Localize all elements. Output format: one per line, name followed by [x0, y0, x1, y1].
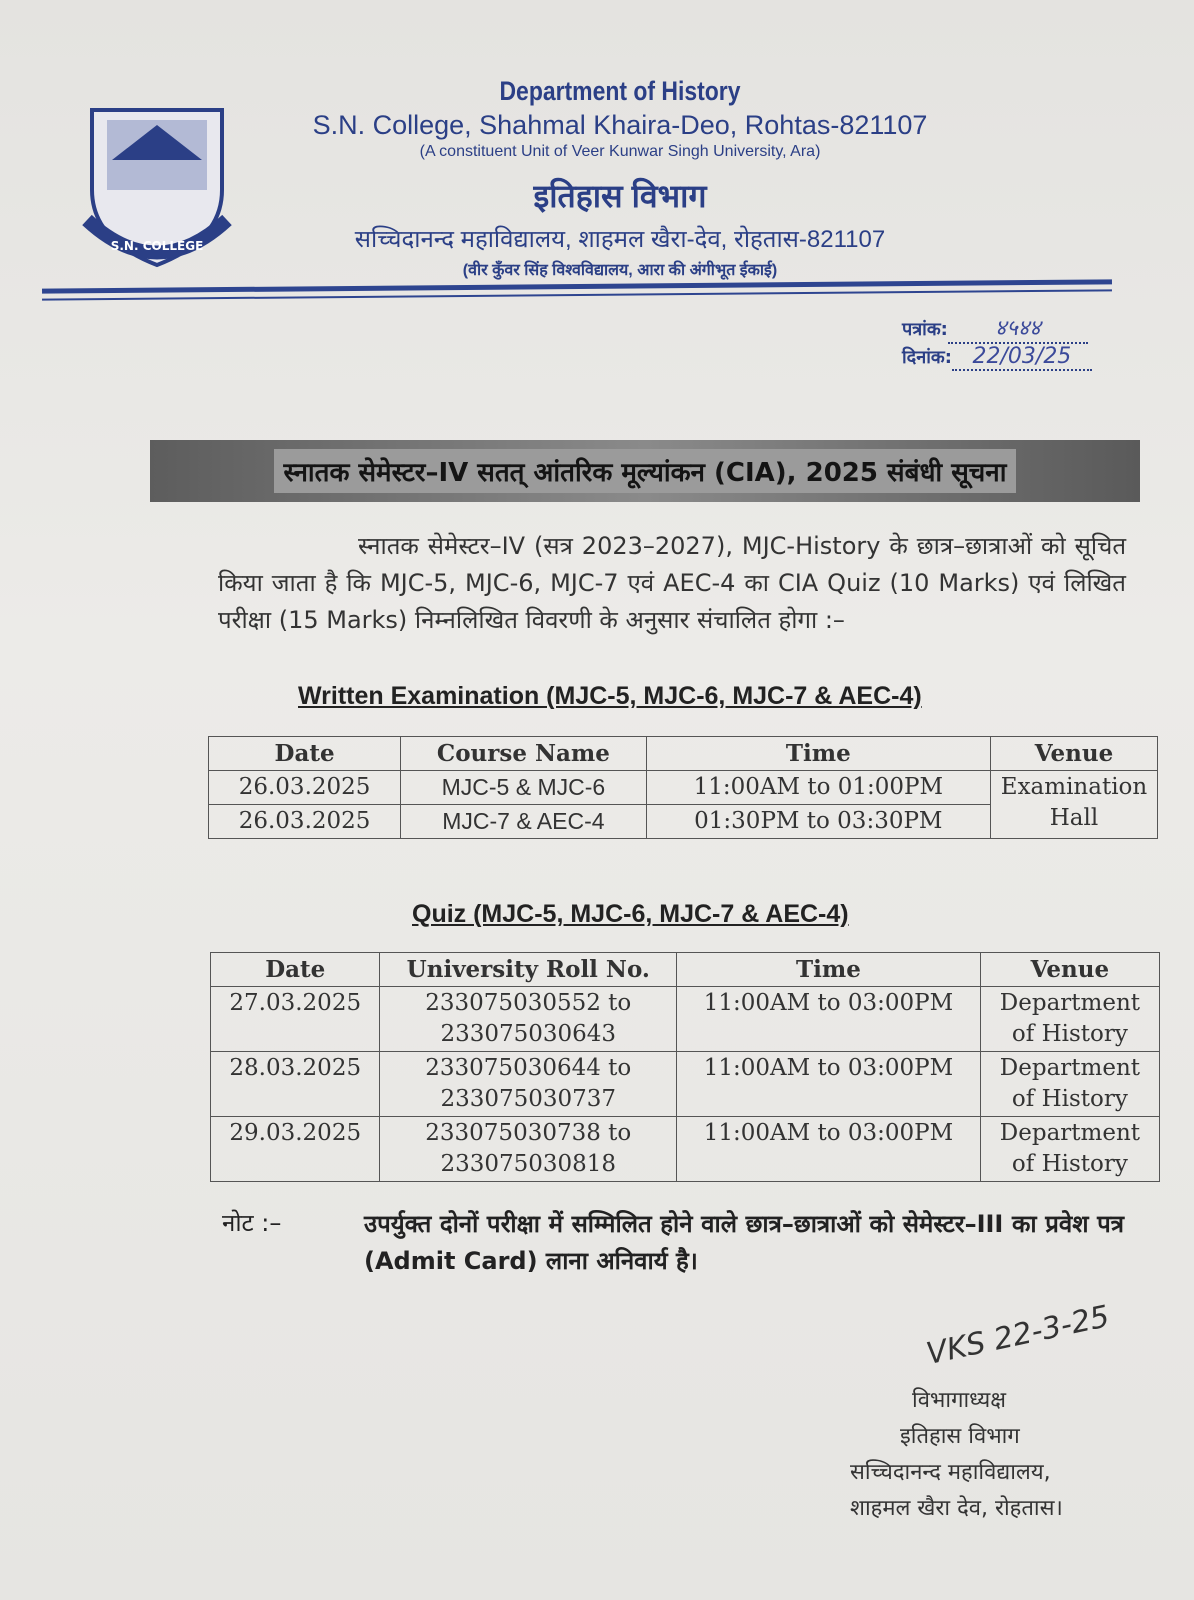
letter-number: पत्रांक: ४५४४	[902, 312, 1088, 344]
note-text: उपर्युक्त दोनों परीक्षा में सम्मिलित होने वाले छात्र–छात्राओं को सेमेस्टर–III का प्रवेश पत्र (Admit Card) लाना अनिवार्य है।	[364, 1210, 1124, 1275]
notice-title: स्नातक सेमेस्टर–IV सतत् आंतरिक मूल्यांकन (CIA), 2025 संबंधी सूचना	[150, 440, 1140, 502]
svg-text:S.N. COLLEGE: S.N. COLLEGE	[110, 239, 204, 253]
table-row: 29.03.2025 233075030738 to 233075030818 11:00AM to 03:00PM Department of History	[211, 1117, 1160, 1182]
table-row: 26.03.2025 MJC-7 & AEC-4 01:30PM to 03:30PM	[209, 805, 1158, 839]
letter-number-value: ४५४४	[948, 312, 1088, 344]
quiz-heading: Quiz (MJC-5, MJC-6, MJC-7 & AEC-4)	[412, 900, 849, 928]
affiliation-hi: (वीर कुँवर सिंह विश्वविद्यालय, आरा की अंगीभूत ईकाई)	[462, 262, 778, 279]
handwritten-signature: VKS 22-3-25	[923, 1299, 1113, 1372]
table-row: 26.03.2025 MJC-5 & MJC-6 11:00AM to 01:00PM Examination Hall	[209, 771, 1158, 805]
letter-date: दिनांक: 22/03/25	[902, 344, 1092, 371]
dept-name-en: Department of History	[499, 76, 741, 106]
quiz-table	[210, 952, 1160, 1182]
written-exam-table	[208, 736, 1158, 839]
table-row: 28.03.2025 233075030644 to 233075030737 11:00AM to 03:00PM Department of History	[211, 1052, 1160, 1117]
written-exam-heading: Written Examination (MJC-5, MJC-6, MJC-7 & AEC-4)	[298, 682, 922, 710]
letter-date-value: 22/03/25	[952, 344, 1092, 371]
notice-intro: स्नातक सेमेस्टर–IV (सत्र 2023–2027), MJC-History के छात्र–छात्राओं को सूचित किया जाता है कि MJC-5, MJC-6, MJC-7 एवं AEC-4 का CIA Quiz (10 Marks) एवं लिखित परीक्षा (15 Marks) निम्नलिखित विवरणी के अनुसार संचालित होगा :–	[218, 532, 1126, 634]
signatory-address: शाहमल खैरा देव, रोहतास।	[850, 1496, 1063, 1521]
college-name-en: S.N. College, Shahmal Khaira-Deo, Rohtas-821107	[312, 110, 928, 140]
affiliation-en: (A constituent Unit of Veer Kunwar Singh University, Ara)	[419, 143, 821, 160]
signatory-dept: इतिहास विभाग	[900, 1424, 1020, 1449]
signatory-title: विभागाध्यक्ष	[912, 1388, 1006, 1413]
table-header-row: Date University Roll No. Time Venue	[211, 953, 1160, 987]
note-label: नोट :–	[222, 1209, 282, 1237]
table-header-row: Date Course Name Time Venue	[209, 737, 1158, 771]
college-name-hi: सच्चिदानन्द महाविद्यालय, शाहमल खैरा-देव, रोहतास-821107	[354, 226, 886, 253]
table-row: 27.03.2025 233075030552 to 233075030643 11:00AM to 03:00PM Department of History	[211, 987, 1160, 1052]
college-logo	[82, 100, 232, 270]
dept-name-hi: इतिहास विभाग	[533, 178, 707, 214]
signatory-college: सच्चिदानन्द महाविद्यालय,	[850, 1460, 1051, 1485]
